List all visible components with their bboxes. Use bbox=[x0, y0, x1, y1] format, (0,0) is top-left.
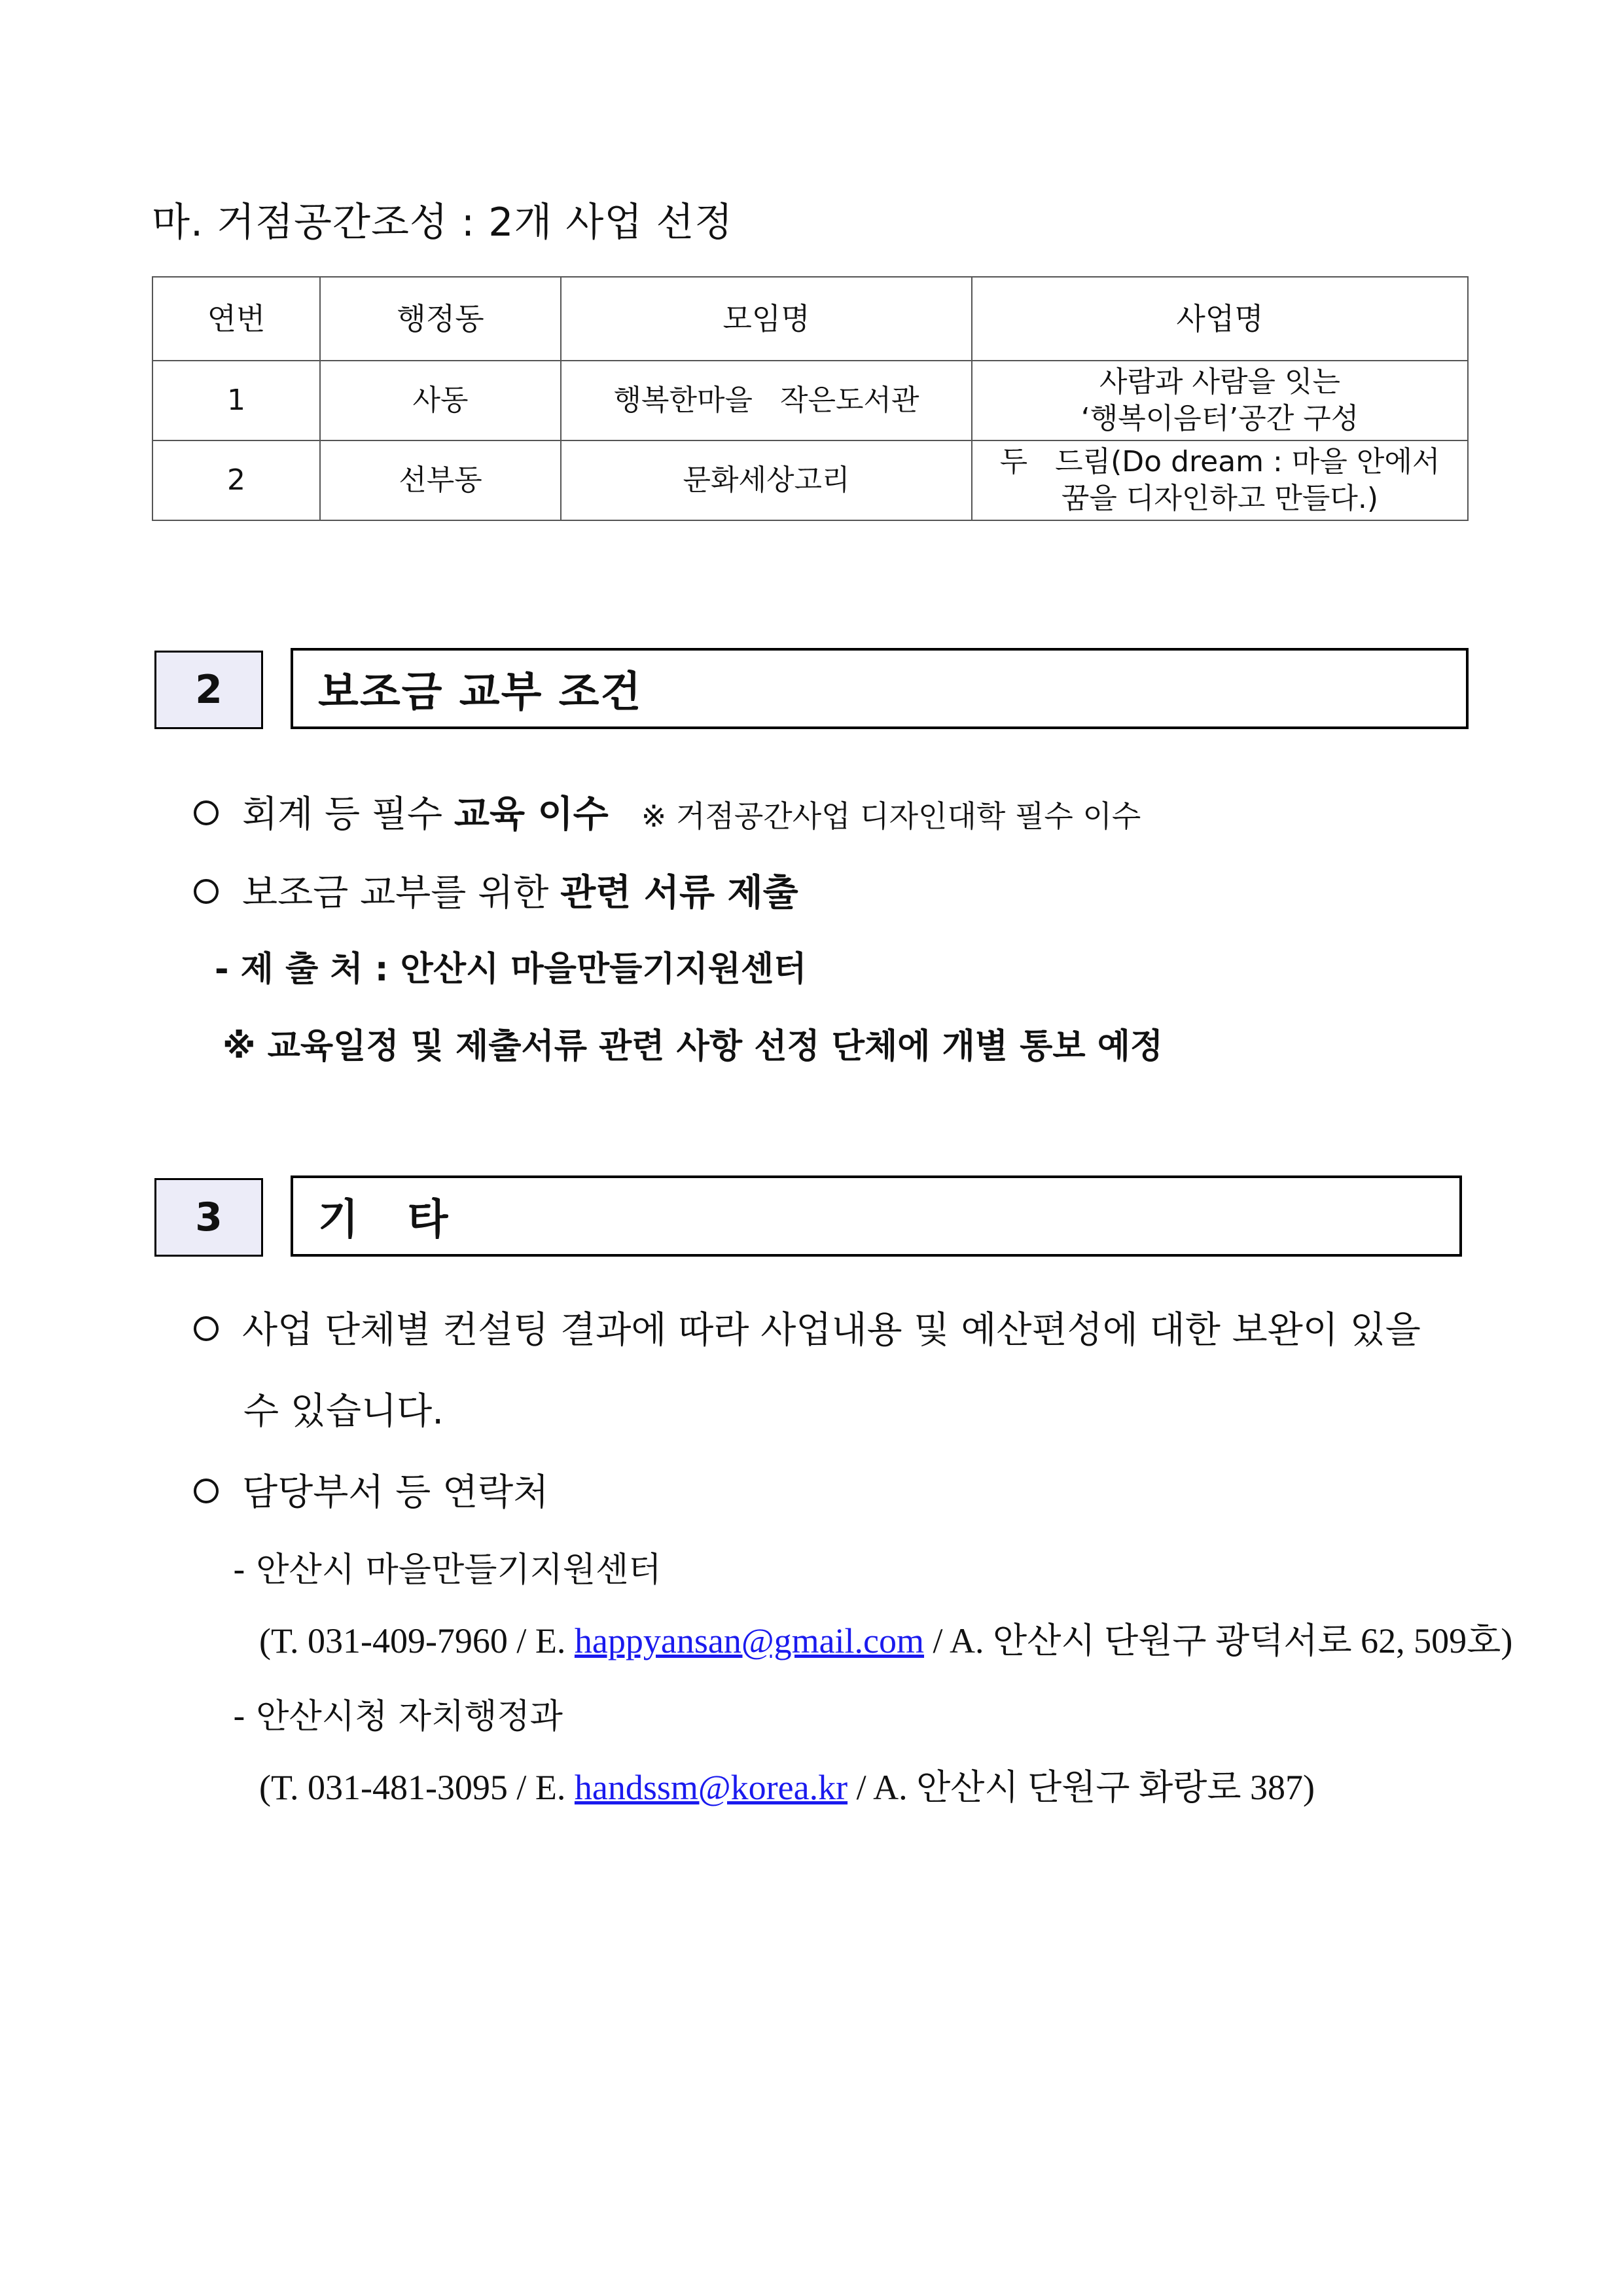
circle-bullet-icon bbox=[194, 1316, 219, 1341]
section-2-title: 보조금 교부 조건 bbox=[291, 648, 1469, 729]
contact-2-email-link[interactable]: handssm@korea.kr bbox=[574, 1768, 848, 1807]
section-3-title: 기 타 bbox=[291, 1175, 1462, 1257]
bullet-bold-text: 관련 서류 제출 bbox=[560, 872, 798, 914]
cell-group: 행복한마을 작은도서관 bbox=[561, 361, 972, 440]
selection-table bbox=[152, 276, 1469, 521]
cell-project: 사람과 사람을 잇는 ‘행복이음터’공간 구성 bbox=[972, 361, 1468, 440]
contact-1-email-link[interactable]: happyansan@gmail.com bbox=[574, 1621, 925, 1660]
submission-place: - 제 출 처 : 안산시 마을만들기지원센터 bbox=[215, 950, 807, 989]
bullet-note: ※ 거점공간사업 디자인대학 필수 이수 bbox=[641, 798, 1141, 834]
circle-bullet-icon bbox=[194, 800, 219, 825]
table-row bbox=[152, 361, 1468, 440]
section-2-note: ※ 교육일정 및 제출서류 관련 사항 선정 단체에 개별 통보 예정 bbox=[223, 1027, 1164, 1066]
section-2-bullet-2 bbox=[194, 864, 798, 916]
contact-1-name: - 안산시 마을만들기지원센터 bbox=[233, 1551, 662, 1590]
header-cell-group: 모임명 bbox=[561, 277, 972, 361]
contact-2-details bbox=[259, 1759, 1315, 1810]
cell-district: 사동 bbox=[320, 361, 561, 440]
contact-2-name: - 안산시청 자치행정과 bbox=[233, 1697, 563, 1736]
section-3-bullet-1-continued: 수 있습니다. bbox=[243, 1390, 444, 1433]
bullet-text: 사업 단체별 컨설팅 결과에 따라 사업내용 및 예산편성에 대한 보완이 있을 bbox=[242, 1309, 1421, 1352]
bullet-bold-text: 교육 이수 bbox=[454, 793, 609, 836]
section-2-number: 2 bbox=[154, 651, 263, 729]
contact-1-suffix: / A. 안산시 단원구 광덕서로 62, 509호) bbox=[924, 1621, 1513, 1660]
section-title-ma: 마. 거점공간조성 : 2개 사업 선정 bbox=[152, 200, 734, 245]
cell-number: 1 bbox=[152, 361, 320, 440]
bullet-text: 회계 등 필수 bbox=[242, 793, 454, 836]
section-2-bullet-1 bbox=[194, 785, 1141, 838]
section-3-number: 3 bbox=[154, 1178, 263, 1257]
circle-bullet-icon bbox=[194, 879, 219, 904]
bullet-text: 담당부서 등 연락처 bbox=[242, 1471, 549, 1514]
cell-number: 2 bbox=[152, 440, 320, 520]
header-cell-project: 사업명 bbox=[972, 277, 1468, 361]
circle-bullet-icon bbox=[194, 1479, 219, 1503]
cell-project: 두 드림(Do dream : 마을 안에서 꿈을 디자인하고 만들다.) bbox=[972, 440, 1468, 520]
section-3-bullet-1 bbox=[194, 1301, 1421, 1354]
contact-2-prefix: (T. 031-481-3095 / E. bbox=[259, 1768, 575, 1807]
table-header-row bbox=[152, 277, 1468, 361]
section-3-bullet-2 bbox=[194, 1463, 548, 1516]
bullet-text: 보조금 교부를 위한 bbox=[242, 872, 561, 914]
cell-district: 선부동 bbox=[320, 440, 561, 520]
header-cell-district: 행정동 bbox=[320, 277, 561, 361]
header-cell-number: 연번 bbox=[152, 277, 320, 361]
table-row bbox=[152, 440, 1468, 520]
cell-group: 문화세상고리 bbox=[561, 440, 972, 520]
contact-1-details bbox=[259, 1613, 1512, 1663]
contact-2-suffix: / A. 안산시 단원구 화랑로 387) bbox=[847, 1768, 1315, 1807]
contact-1-prefix: (T. 031-409-7960 / E. bbox=[259, 1621, 575, 1660]
